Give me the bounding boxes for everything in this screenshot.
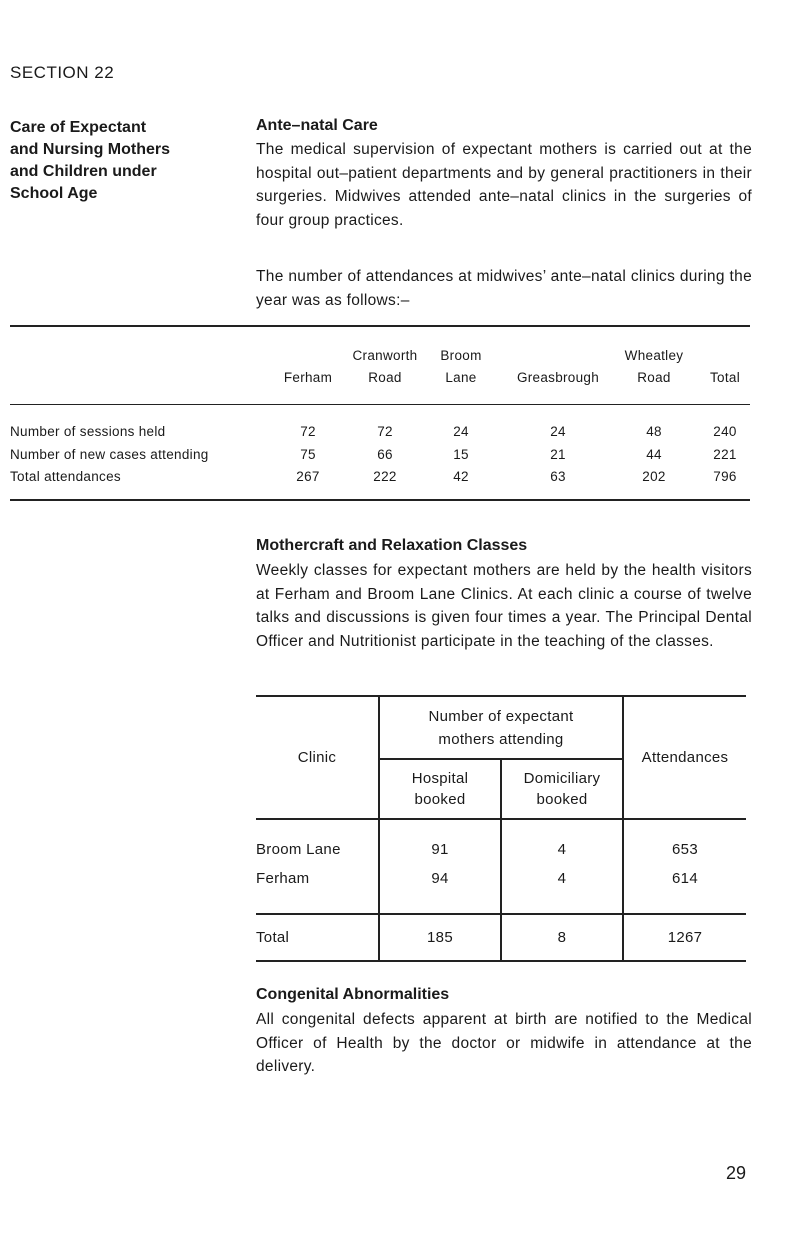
- row-label: Number of sessions held: [10, 424, 166, 439]
- table-top-rule: [10, 325, 750, 327]
- table-cell: 91: [379, 819, 501, 862]
- table-cell: 75: [300, 447, 316, 462]
- table-bottom-rule: [10, 499, 750, 501]
- table-cell: 614: [672, 870, 698, 887]
- mothercraft-title: Mothercraft and Relaxation Classes: [256, 537, 528, 554]
- table-row-total: [256, 914, 746, 961]
- antenatal-paragraph: The medical supervision of expectant mothers is carried out at the hospital out–patient departments and by general practitioners in their surgeries. Midwives attended ante–natal clinics in the surgeries of four group practices.: [256, 141, 752, 229]
- table-cell: 66: [377, 447, 393, 462]
- header-attendances: Attendances: [623, 696, 746, 819]
- side-heading-line: School Age: [10, 185, 98, 202]
- table-cell: Total: [256, 914, 379, 961]
- table-row: [256, 819, 746, 862]
- column-header: Road: [368, 370, 402, 385]
- table-cell: 72: [300, 424, 316, 439]
- header-line: booked: [414, 791, 466, 808]
- column-header: Lane: [445, 370, 477, 385]
- table-cell: 94: [379, 862, 501, 914]
- table-row: [256, 862, 746, 914]
- header-clinic: Clinic: [256, 696, 379, 819]
- table-cell: 21: [550, 447, 566, 462]
- table-cell: 15: [453, 447, 469, 462]
- column-header: Broom: [440, 348, 482, 363]
- table-cell: 44: [646, 447, 662, 462]
- column-header: Road: [637, 370, 671, 385]
- antenatal-paragraph-2: The number of attendances at midwives’ ante–natal clinics during the year was as follows:–: [256, 268, 752, 309]
- row-label: Total attendances: [10, 469, 121, 484]
- header-line: Hospital: [411, 770, 469, 787]
- table-cell: Broom Lane: [256, 819, 379, 862]
- table-cell: 48: [646, 424, 662, 439]
- side-heading-line: and Children under: [10, 163, 157, 180]
- mothercraft-table: [256, 695, 746, 962]
- table-cell: 24: [550, 424, 566, 439]
- side-heading: [10, 117, 210, 205]
- table-cell: 1267: [623, 914, 746, 961]
- header-line: Number of expectant: [428, 707, 574, 725]
- table-cell: 653: [623, 819, 746, 862]
- side-heading-line: and Nursing Mothers: [10, 141, 171, 158]
- header-domiciliary-booked: [501, 759, 623, 819]
- antenatal-title: Ante–natal Care: [256, 117, 378, 134]
- congenital-paragraph: All congenital defects apparent at birth are notified to the Medical Officer of Health by the doctor or midwife in attendance at the delivery.: [256, 1011, 752, 1075]
- table-cell: 63: [550, 469, 566, 484]
- page-number: 29: [726, 1163, 747, 1183]
- table-cell: 4: [501, 819, 623, 862]
- table-cell: 222: [373, 469, 397, 484]
- column-header: Cranworth: [352, 348, 418, 363]
- table-cell: 4: [501, 862, 623, 914]
- table-cell: 267: [296, 469, 320, 484]
- table-cell: 8: [501, 914, 623, 961]
- column-header: Wheatley: [624, 348, 684, 363]
- column-header: Ferham: [283, 370, 333, 385]
- header-hospital-booked: [379, 759, 501, 819]
- congenital-title: Congenital Abnormalities: [256, 986, 450, 1003]
- section-title: SECTION 22: [10, 63, 115, 82]
- table-cell: 221: [713, 447, 737, 462]
- table-cell: 42: [453, 469, 469, 484]
- table-cell: 185: [379, 914, 501, 961]
- table-header-rule: [10, 404, 750, 405]
- table-cell: 72: [377, 424, 393, 439]
- table-cell: 240: [713, 424, 737, 439]
- header-line: Domiciliary: [523, 770, 601, 787]
- column-header: Greasbrough: [516, 370, 600, 385]
- table-cell: Ferham: [256, 862, 379, 914]
- row-label: Number of new cases attending: [10, 447, 209, 462]
- column-header: Total: [709, 370, 741, 385]
- table-cell: 202: [642, 469, 666, 484]
- header-expectant-mothers: [379, 696, 623, 759]
- header-line: booked: [536, 791, 588, 808]
- header-line: mothers attending: [438, 730, 564, 748]
- mothercraft-paragraph: Weekly classes for expectant mothers are held by the health visitors at Ferham and Broom Lane Clinics. At each clinic a course of twelve talks and discussions is given four times a year. The Principal Dental Officer and Nutritionist participate in the teaching of the classes.: [256, 562, 752, 650]
- side-heading-line: Care of Expectant: [10, 119, 147, 136]
- table-cell: 24: [453, 424, 469, 439]
- table-cell: 796: [713, 469, 737, 484]
